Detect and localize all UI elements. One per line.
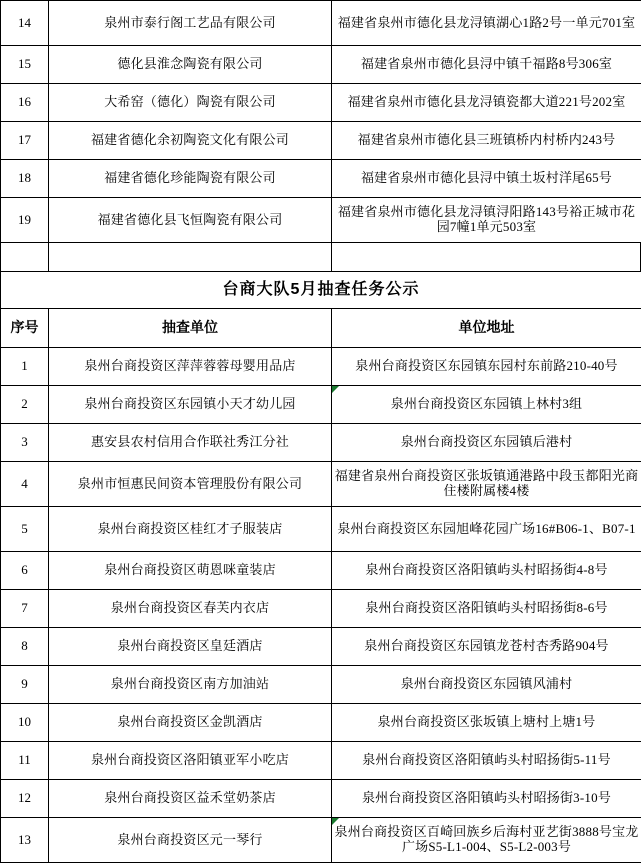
inspected-unit-cell: 泉州台商投资区春芙内衣店: [49, 590, 332, 628]
inspection-table-part-one: [0, 0, 641, 243]
header-address: 单位地址: [332, 309, 641, 348]
address-text: 泉州台商投资区洛阳镇屿头村昭扬街5-11号: [334, 753, 639, 768]
table-row: [1, 742, 641, 780]
table-row: [1, 160, 641, 198]
table-two-rows: [1, 348, 641, 863]
column-divider-first: [48, 243, 49, 271]
row-index-cell: 1: [1, 348, 49, 386]
inspected-unit-cell: 泉州台商投资区金凯酒店: [49, 704, 332, 742]
table-row: [1, 386, 641, 424]
unit-address-cell: [332, 348, 641, 386]
inspected-unit-cell: 泉州市恒惠民间资本管理股份有限公司: [49, 462, 332, 507]
unit-address-cell: [332, 590, 641, 628]
unit-address-cell: [332, 122, 641, 160]
row-index-cell: 6: [1, 552, 49, 590]
row-index-cell: 18: [1, 160, 49, 198]
address-text: 福建省泉州市德化县龙浔镇瓷都大道221号202室: [334, 95, 639, 110]
inspected-unit-cell: 泉州台商投资区益禾堂奶茶店: [49, 780, 332, 818]
inspected-unit-cell: 泉州台商投资区皇廷酒店: [49, 628, 332, 666]
table-row: [1, 780, 641, 818]
inspected-unit-cell: 惠安县农村信用合作联社秀江分社: [49, 424, 332, 462]
table-row: [1, 590, 641, 628]
row-index-cell: 14: [1, 1, 49, 46]
table-row: [1, 424, 641, 462]
row-index-cell: 7: [1, 590, 49, 628]
address-text: 福建省泉州市德化县浔中镇土坂村洋尾65号: [334, 171, 639, 186]
table-row: [1, 122, 641, 160]
address-text: 泉州台商投资区洛阳镇屿头村昭扬街3-10号: [334, 791, 639, 806]
inspected-unit-cell: 泉州台商投资区萍萍蓉蓉母婴用品店: [49, 348, 332, 386]
table-row: [1, 462, 641, 507]
inspected-unit-cell: 福建省德化余初陶瓷文化有限公司: [49, 122, 332, 160]
address-text: 泉州台商投资区洛阳镇屿头村昭扬街4-8号: [334, 563, 639, 578]
table-row: [1, 198, 641, 243]
row-index-cell: 4: [1, 462, 49, 507]
row-index-cell: 9: [1, 666, 49, 704]
inspected-unit-cell: 福建省德化县飞恒陶瓷有限公司: [49, 198, 332, 243]
row-index-cell: 11: [1, 742, 49, 780]
table-row: [1, 507, 641, 552]
row-index-cell: 3: [1, 424, 49, 462]
row-index-cell: 13: [1, 818, 49, 863]
unit-address-cell: [332, 552, 641, 590]
header-index: 序号: [1, 309, 49, 348]
table-row: [1, 348, 641, 386]
table-two-header-row: [1, 309, 641, 348]
blank-spacer-row: [0, 243, 641, 271]
table-row: [1, 704, 641, 742]
address-text: 泉州台商投资区洛阳镇屿头村昭扬街8-6号: [334, 601, 639, 616]
inspected-unit-cell: 大希窑（德化）陶瓷有限公司: [49, 84, 332, 122]
row-index-cell: 10: [1, 704, 49, 742]
inspected-unit-cell: 泉州台商投资区南方加油站: [49, 666, 332, 704]
row-index-cell: 16: [1, 84, 49, 122]
unit-address-cell: [332, 704, 641, 742]
address-text: 福建省泉州市德化县浔中镇千福路8号306室: [334, 57, 639, 72]
unit-address-cell: [332, 84, 641, 122]
address-text: 泉州台商投资区百崎回族乡后海村亚艺街3888号宝龙广场S5-L1-004、S5-L2-003号: [334, 825, 639, 854]
address-text: 泉州台商投资区东园镇风浦村: [334, 677, 639, 692]
table-row: [1, 818, 641, 863]
unit-address-cell: [332, 742, 641, 780]
table-row: [1, 666, 641, 704]
unit-address-cell: [332, 386, 641, 424]
table-row: [1, 552, 641, 590]
address-text: 泉州台商投资区东园镇上林村3组: [334, 397, 639, 412]
comment-marker-icon: [332, 386, 339, 393]
inspected-unit-cell: 泉州台商投资区元一琴行: [49, 818, 332, 863]
unit-address-cell: [332, 198, 641, 243]
row-index-cell: 5: [1, 507, 49, 552]
unit-address-cell: [332, 462, 641, 507]
row-index-cell: 19: [1, 198, 49, 243]
row-index-cell: 12: [1, 780, 49, 818]
table-two-body: [1, 272, 641, 348]
inspected-unit-cell: 德化县淮念陶瓷有限公司: [49, 46, 332, 84]
inspected-unit-cell: 泉州台商投资区萌恩咪童装店: [49, 552, 332, 590]
address-text: 泉州台商投资区东园旭峰花园广场16#B06-1、B07-1: [334, 522, 639, 537]
inspected-unit-cell: 泉州台商投资区东园镇小天才幼儿园: [49, 386, 332, 424]
address-text: 福建省泉州市德化县三班镇桥内村桥内243号: [334, 133, 639, 148]
address-text: 福建省泉州台商投资区张坂镇通港路中段玉都阳光商住楼附属楼4楼: [334, 469, 639, 498]
header-unit: 抽查单位: [49, 309, 332, 348]
table-two-title: 台商大队5月抽查任务公示: [1, 272, 641, 309]
table-two-title-row: [1, 272, 641, 309]
comment-marker-icon: [332, 818, 339, 825]
address-text: 泉州台商投资区东园镇东园村东前路210-40号: [334, 359, 639, 374]
unit-address-cell: [332, 160, 641, 198]
inspected-unit-cell: 泉州台商投资区洛阳镇亚军小吃店: [49, 742, 332, 780]
unit-address-cell: [332, 780, 641, 818]
address-text: 福建省泉州市德化县龙浔镇浔阳路143号裕正城市花园7幢1单元503室: [334, 205, 639, 234]
address-text: 泉州台商投资区东园镇龙苍村杏秀路904号: [334, 639, 639, 654]
unit-address-cell: [332, 507, 641, 552]
unit-address-cell: [332, 818, 641, 863]
column-divider-second: [331, 243, 332, 271]
row-index-cell: 15: [1, 46, 49, 84]
unit-address-cell: [332, 46, 641, 84]
inspected-unit-cell: 泉州市泰行阁工艺品有限公司: [49, 1, 332, 46]
unit-address-cell: [332, 666, 641, 704]
table-row: [1, 84, 641, 122]
row-index-cell: 2: [1, 386, 49, 424]
unit-address-cell: [332, 424, 641, 462]
table-one-body: [1, 1, 641, 243]
inspected-unit-cell: 泉州台商投资区桂红才子服装店: [49, 507, 332, 552]
inspected-unit-cell: 福建省德化珍能陶瓷有限公司: [49, 160, 332, 198]
address-text: 泉州台商投资区东园镇后港村: [334, 435, 639, 450]
row-index-cell: 17: [1, 122, 49, 160]
inspection-table-part-two: [0, 271, 641, 863]
row-index-cell: 8: [1, 628, 49, 666]
table-row: [1, 628, 641, 666]
address-text: 福建省泉州市德化县龙浔镇湖心1路2号一单元701室: [334, 16, 639, 31]
table-row: [1, 1, 641, 46]
address-text: 泉州台商投资区张坂镇上塘村上塘1号: [334, 715, 639, 730]
unit-address-cell: [332, 1, 641, 46]
unit-address-cell: [332, 628, 641, 666]
table-row: [1, 46, 641, 84]
